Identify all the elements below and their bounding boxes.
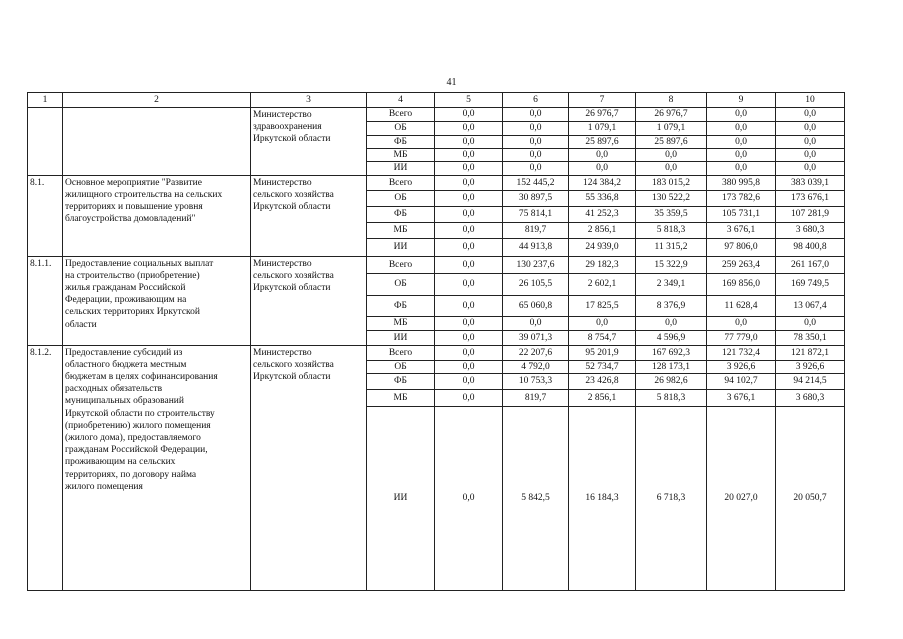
amount-cell: 0,0 bbox=[776, 108, 845, 122]
amount-cell: 3 676,1 bbox=[707, 389, 776, 406]
measure-name bbox=[63, 345, 251, 590]
measure-name-line: области bbox=[65, 319, 97, 330]
amount-cell: 121 732,4 bbox=[707, 345, 776, 360]
funding-source: ФБ bbox=[367, 136, 435, 149]
amount-cell: 0,0 bbox=[569, 316, 636, 330]
funding-source: Всего bbox=[367, 345, 435, 360]
organization-line: Иркутской области bbox=[253, 134, 331, 145]
amount-cell: 25 897,6 bbox=[569, 136, 636, 149]
funding-source: МБ bbox=[367, 316, 435, 330]
funding-source: ФБ bbox=[367, 295, 435, 316]
funding-source: ФБ bbox=[367, 373, 435, 389]
amount-cell: 0,0 bbox=[435, 190, 503, 206]
amount-cell: 39 071,3 bbox=[503, 330, 569, 345]
amount-cell: 17 825,5 bbox=[569, 295, 636, 316]
responsible-organization bbox=[251, 175, 367, 256]
measure-name-line: гражданам Российской Федерации, bbox=[65, 445, 208, 456]
amount-cell: 0,0 bbox=[435, 373, 503, 389]
funding-source: ИИ bbox=[367, 406, 435, 590]
amount-cell: 0,0 bbox=[707, 162, 776, 175]
amount-cell: 23 426,8 bbox=[569, 373, 636, 389]
measure-name-line: сельских территориях Иркутской bbox=[65, 307, 201, 318]
measure-name-line: областного бюджета местным bbox=[65, 359, 187, 370]
amount-cell: 0,0 bbox=[435, 295, 503, 316]
amount-cell: 11 315,2 bbox=[636, 238, 707, 256]
amount-cell: 3 926,6 bbox=[707, 360, 776, 373]
amount-cell: 0,0 bbox=[435, 222, 503, 238]
funding-source: ИИ bbox=[367, 238, 435, 256]
amount-cell: 0,0 bbox=[435, 360, 503, 373]
amount-cell: 173 782,6 bbox=[707, 190, 776, 206]
funding-source: Всего bbox=[367, 256, 435, 273]
measure-name-line: муниципальных образований bbox=[65, 396, 184, 407]
measure-name-line: Предоставление социальных выплат bbox=[65, 258, 214, 269]
amount-cell: 0,0 bbox=[776, 162, 845, 175]
amount-cell: 107 281,9 bbox=[776, 206, 845, 222]
organization-line: Министерство bbox=[253, 258, 312, 269]
measure-name-line: Предоставление субсидий из bbox=[65, 347, 183, 358]
amount-cell: 0,0 bbox=[707, 122, 776, 136]
organization-line: сельского хозяйства bbox=[253, 189, 334, 200]
amount-cell: 0,0 bbox=[503, 122, 569, 136]
amount-cell: 97 806,0 bbox=[707, 238, 776, 256]
amount-cell: 0,0 bbox=[435, 162, 503, 175]
amount-cell: 0,0 bbox=[435, 389, 503, 406]
funding-source: ОБ bbox=[367, 360, 435, 373]
amount-cell: 3 926,6 bbox=[776, 360, 845, 373]
amount-cell: 3 680,3 bbox=[776, 222, 845, 238]
amount-cell: 0,0 bbox=[435, 406, 503, 590]
amount-cell: 0,0 bbox=[776, 122, 845, 136]
funding-source: ИИ bbox=[367, 330, 435, 345]
amount-cell: 13 067,4 bbox=[776, 295, 845, 316]
amount-cell: 10 753,3 bbox=[503, 373, 569, 389]
amount-cell: 0,0 bbox=[636, 162, 707, 175]
amount-cell: 0,0 bbox=[435, 273, 503, 295]
amount-cell: 819,7 bbox=[503, 389, 569, 406]
item-number: 8.1. bbox=[28, 175, 63, 256]
amount-cell: 0,0 bbox=[776, 149, 845, 162]
amount-cell: 0,0 bbox=[707, 136, 776, 149]
organization-line: Министерство bbox=[253, 110, 312, 120]
amount-cell: 0,0 bbox=[435, 136, 503, 149]
amount-cell: 0,0 bbox=[503, 108, 569, 122]
amount-cell: 0,0 bbox=[435, 149, 503, 162]
funding-source: МБ bbox=[367, 149, 435, 162]
organization-line: здравоохранения bbox=[253, 122, 322, 133]
amount-cell: 0,0 bbox=[435, 330, 503, 345]
measure-name bbox=[63, 256, 251, 345]
amount-cell: 4 792,0 bbox=[503, 360, 569, 373]
amount-cell: 105 731,1 bbox=[707, 206, 776, 222]
measure-name-line: проживающим на сельских bbox=[65, 457, 176, 468]
measure-name-line: Иркутской области по строительству bbox=[65, 408, 215, 419]
measure-name-line: жилья гражданам Российской bbox=[65, 283, 186, 294]
amount-cell: 0,0 bbox=[776, 136, 845, 149]
measure-name-line: на строительство (приобретение) bbox=[65, 270, 200, 281]
amount-cell: 0,0 bbox=[503, 136, 569, 149]
column-header: 9 bbox=[707, 93, 776, 108]
organization-line: Иркутской области bbox=[253, 202, 331, 213]
item-number: 8.1.1. bbox=[28, 256, 63, 345]
column-header: 7 bbox=[569, 93, 636, 108]
amount-cell: 0,0 bbox=[707, 316, 776, 330]
column-header: 2 bbox=[63, 93, 251, 108]
amount-cell: 11 628,4 bbox=[707, 295, 776, 316]
funding-source: ОБ bbox=[367, 122, 435, 136]
amount-cell: 29 182,3 bbox=[569, 256, 636, 273]
amount-cell: 75 814,1 bbox=[503, 206, 569, 222]
amount-cell: 78 350,1 bbox=[776, 330, 845, 345]
amount-cell: 5 818,3 bbox=[636, 389, 707, 406]
amount-cell: 0,0 bbox=[569, 162, 636, 175]
funding-source: Всего bbox=[367, 108, 435, 122]
amount-cell: 259 263,4 bbox=[707, 256, 776, 273]
amount-cell: 0,0 bbox=[435, 256, 503, 273]
amount-cell: 169 856,0 bbox=[707, 273, 776, 295]
amount-cell: 5 842,5 bbox=[503, 406, 569, 590]
item-number bbox=[28, 108, 63, 176]
measure-name-line: территориях и повышение уровня bbox=[65, 202, 203, 213]
amount-cell: 383 039,1 bbox=[776, 175, 845, 190]
amount-cell: 0,0 bbox=[707, 108, 776, 122]
amount-cell: 35 359,5 bbox=[636, 206, 707, 222]
amount-cell: 30 897,5 bbox=[503, 190, 569, 206]
amount-cell: 20 027,0 bbox=[707, 406, 776, 590]
amount-cell: 128 173,1 bbox=[636, 360, 707, 373]
funding-source: МБ bbox=[367, 389, 435, 406]
amount-cell: 1 079,1 bbox=[636, 122, 707, 136]
measure-name-line: бюджетам в целях софинансирования bbox=[65, 372, 218, 383]
amount-cell: 380 995,8 bbox=[707, 175, 776, 190]
amount-cell: 0,0 bbox=[503, 316, 569, 330]
amount-cell: 22 207,6 bbox=[503, 345, 569, 360]
responsible-organization bbox=[251, 108, 367, 176]
organization-line: сельского хозяйства bbox=[253, 270, 334, 281]
amount-cell: 130 522,2 bbox=[636, 190, 707, 206]
column-header: 6 bbox=[503, 93, 569, 108]
item-number: 8.1.2. bbox=[28, 345, 63, 590]
column-header: 10 bbox=[776, 93, 845, 108]
amount-cell: 44 913,8 bbox=[503, 238, 569, 256]
amount-cell: 94 102,7 bbox=[707, 373, 776, 389]
measure-name bbox=[63, 175, 251, 256]
amount-cell: 0,0 bbox=[503, 162, 569, 175]
amount-cell: 0,0 bbox=[569, 149, 636, 162]
organization-line: Иркутской области bbox=[253, 283, 331, 294]
amount-cell: 0,0 bbox=[776, 316, 845, 330]
amount-cell: 130 237,6 bbox=[503, 256, 569, 273]
amount-cell: 65 060,8 bbox=[503, 295, 569, 316]
measure-name-line: Федерации, проживающим на bbox=[65, 295, 187, 306]
funding-source: ОБ bbox=[367, 190, 435, 206]
amount-cell: 4 596,9 bbox=[636, 330, 707, 345]
amount-cell: 0,0 bbox=[435, 108, 503, 122]
amount-cell: 95 201,9 bbox=[569, 345, 636, 360]
amount-cell: 261 167,0 bbox=[776, 256, 845, 273]
page-number: 41 bbox=[446, 77, 457, 88]
organization-line: Министерство bbox=[253, 177, 312, 188]
budget-table bbox=[27, 92, 845, 591]
amount-cell: 2 856,1 bbox=[569, 222, 636, 238]
amount-cell: 8 754,7 bbox=[569, 330, 636, 345]
amount-cell: 8 376,9 bbox=[636, 295, 707, 316]
amount-cell: 0,0 bbox=[435, 206, 503, 222]
amount-cell: 15 322,9 bbox=[636, 256, 707, 273]
measure-name-line: (жилого дома), предоставляемого bbox=[65, 433, 201, 444]
organization-line: сельского хозяйства bbox=[253, 359, 334, 370]
amount-cell: 52 734,7 bbox=[569, 360, 636, 373]
measure-name-line: (приобретению) жилого помещения bbox=[65, 420, 211, 431]
amount-cell: 26 982,6 bbox=[636, 373, 707, 389]
amount-cell: 183 015,2 bbox=[636, 175, 707, 190]
amount-cell: 152 445,2 bbox=[503, 175, 569, 190]
amount-cell: 2 349,1 bbox=[636, 273, 707, 295]
amount-cell: 77 779,0 bbox=[707, 330, 776, 345]
amount-cell: 2 856,1 bbox=[569, 389, 636, 406]
organization-line: Министерство bbox=[253, 347, 312, 358]
amount-cell: 0,0 bbox=[707, 149, 776, 162]
amount-cell: 121 872,1 bbox=[776, 345, 845, 360]
amount-cell: 6 718,3 bbox=[636, 406, 707, 590]
measure-name bbox=[63, 108, 251, 176]
amount-cell: 0,0 bbox=[503, 149, 569, 162]
amount-cell: 169 749,5 bbox=[776, 273, 845, 295]
amount-cell: 3 676,1 bbox=[707, 222, 776, 238]
amount-cell: 98 400,8 bbox=[776, 238, 845, 256]
table-header-row bbox=[28, 93, 845, 108]
column-header: 1 bbox=[28, 93, 63, 108]
amount-cell: 16 184,3 bbox=[569, 406, 636, 590]
amount-cell: 0,0 bbox=[435, 122, 503, 136]
amount-cell: 0,0 bbox=[435, 238, 503, 256]
amount-cell: 3 680,3 bbox=[776, 389, 845, 406]
table-row bbox=[28, 345, 845, 360]
amount-cell: 0,0 bbox=[636, 316, 707, 330]
amount-cell: 26 105,5 bbox=[503, 273, 569, 295]
amount-cell: 0,0 bbox=[435, 345, 503, 360]
measure-name-line: территориях, по договору найма bbox=[65, 469, 197, 480]
column-header: 4 bbox=[367, 93, 435, 108]
amount-cell: 20 050,7 bbox=[776, 406, 845, 590]
amount-cell: 173 676,1 bbox=[776, 190, 845, 206]
measure-name-line: Основное мероприятие "Развитие bbox=[65, 177, 202, 188]
column-header: 3 bbox=[251, 93, 367, 108]
amount-cell: 5 818,3 bbox=[636, 222, 707, 238]
column-header: 8 bbox=[636, 93, 707, 108]
table-row bbox=[28, 108, 845, 122]
amount-cell: 167 692,3 bbox=[636, 345, 707, 360]
amount-cell: 94 214,5 bbox=[776, 373, 845, 389]
amount-cell: 25 897,6 bbox=[636, 136, 707, 149]
measure-name-line: расходных обязательств bbox=[65, 384, 163, 395]
amount-cell: 819,7 bbox=[503, 222, 569, 238]
amount-cell: 124 384,2 bbox=[569, 175, 636, 190]
table-row bbox=[28, 256, 845, 273]
funding-source: МБ bbox=[367, 222, 435, 238]
amount-cell: 24 939,0 bbox=[569, 238, 636, 256]
funding-source: ФБ bbox=[367, 206, 435, 222]
amount-cell: 0,0 bbox=[435, 316, 503, 330]
table-row bbox=[28, 175, 845, 190]
organization-line: Иркутской области bbox=[253, 372, 331, 383]
responsible-organization bbox=[251, 345, 367, 590]
funding-source: Всего bbox=[367, 175, 435, 190]
funding-source: ИИ bbox=[367, 162, 435, 175]
funding-source: ОБ bbox=[367, 273, 435, 295]
amount-cell: 41 252,3 bbox=[569, 206, 636, 222]
amount-cell: 1 079,1 bbox=[569, 122, 636, 136]
amount-cell: 0,0 bbox=[636, 149, 707, 162]
responsible-organization bbox=[251, 256, 367, 345]
measure-name-line: жилого помещения bbox=[65, 481, 143, 492]
amount-cell: 55 336,8 bbox=[569, 190, 636, 206]
amount-cell: 26 976,7 bbox=[636, 108, 707, 122]
amount-cell: 2 602,1 bbox=[569, 273, 636, 295]
amount-cell: 0,0 bbox=[435, 175, 503, 190]
measure-name-line: благоустройства домовладений" bbox=[65, 214, 196, 225]
measure-name-line: жилищного строительства на сельских bbox=[65, 189, 223, 200]
amount-cell: 26 976,7 bbox=[569, 108, 636, 122]
column-header: 5 bbox=[435, 93, 503, 108]
